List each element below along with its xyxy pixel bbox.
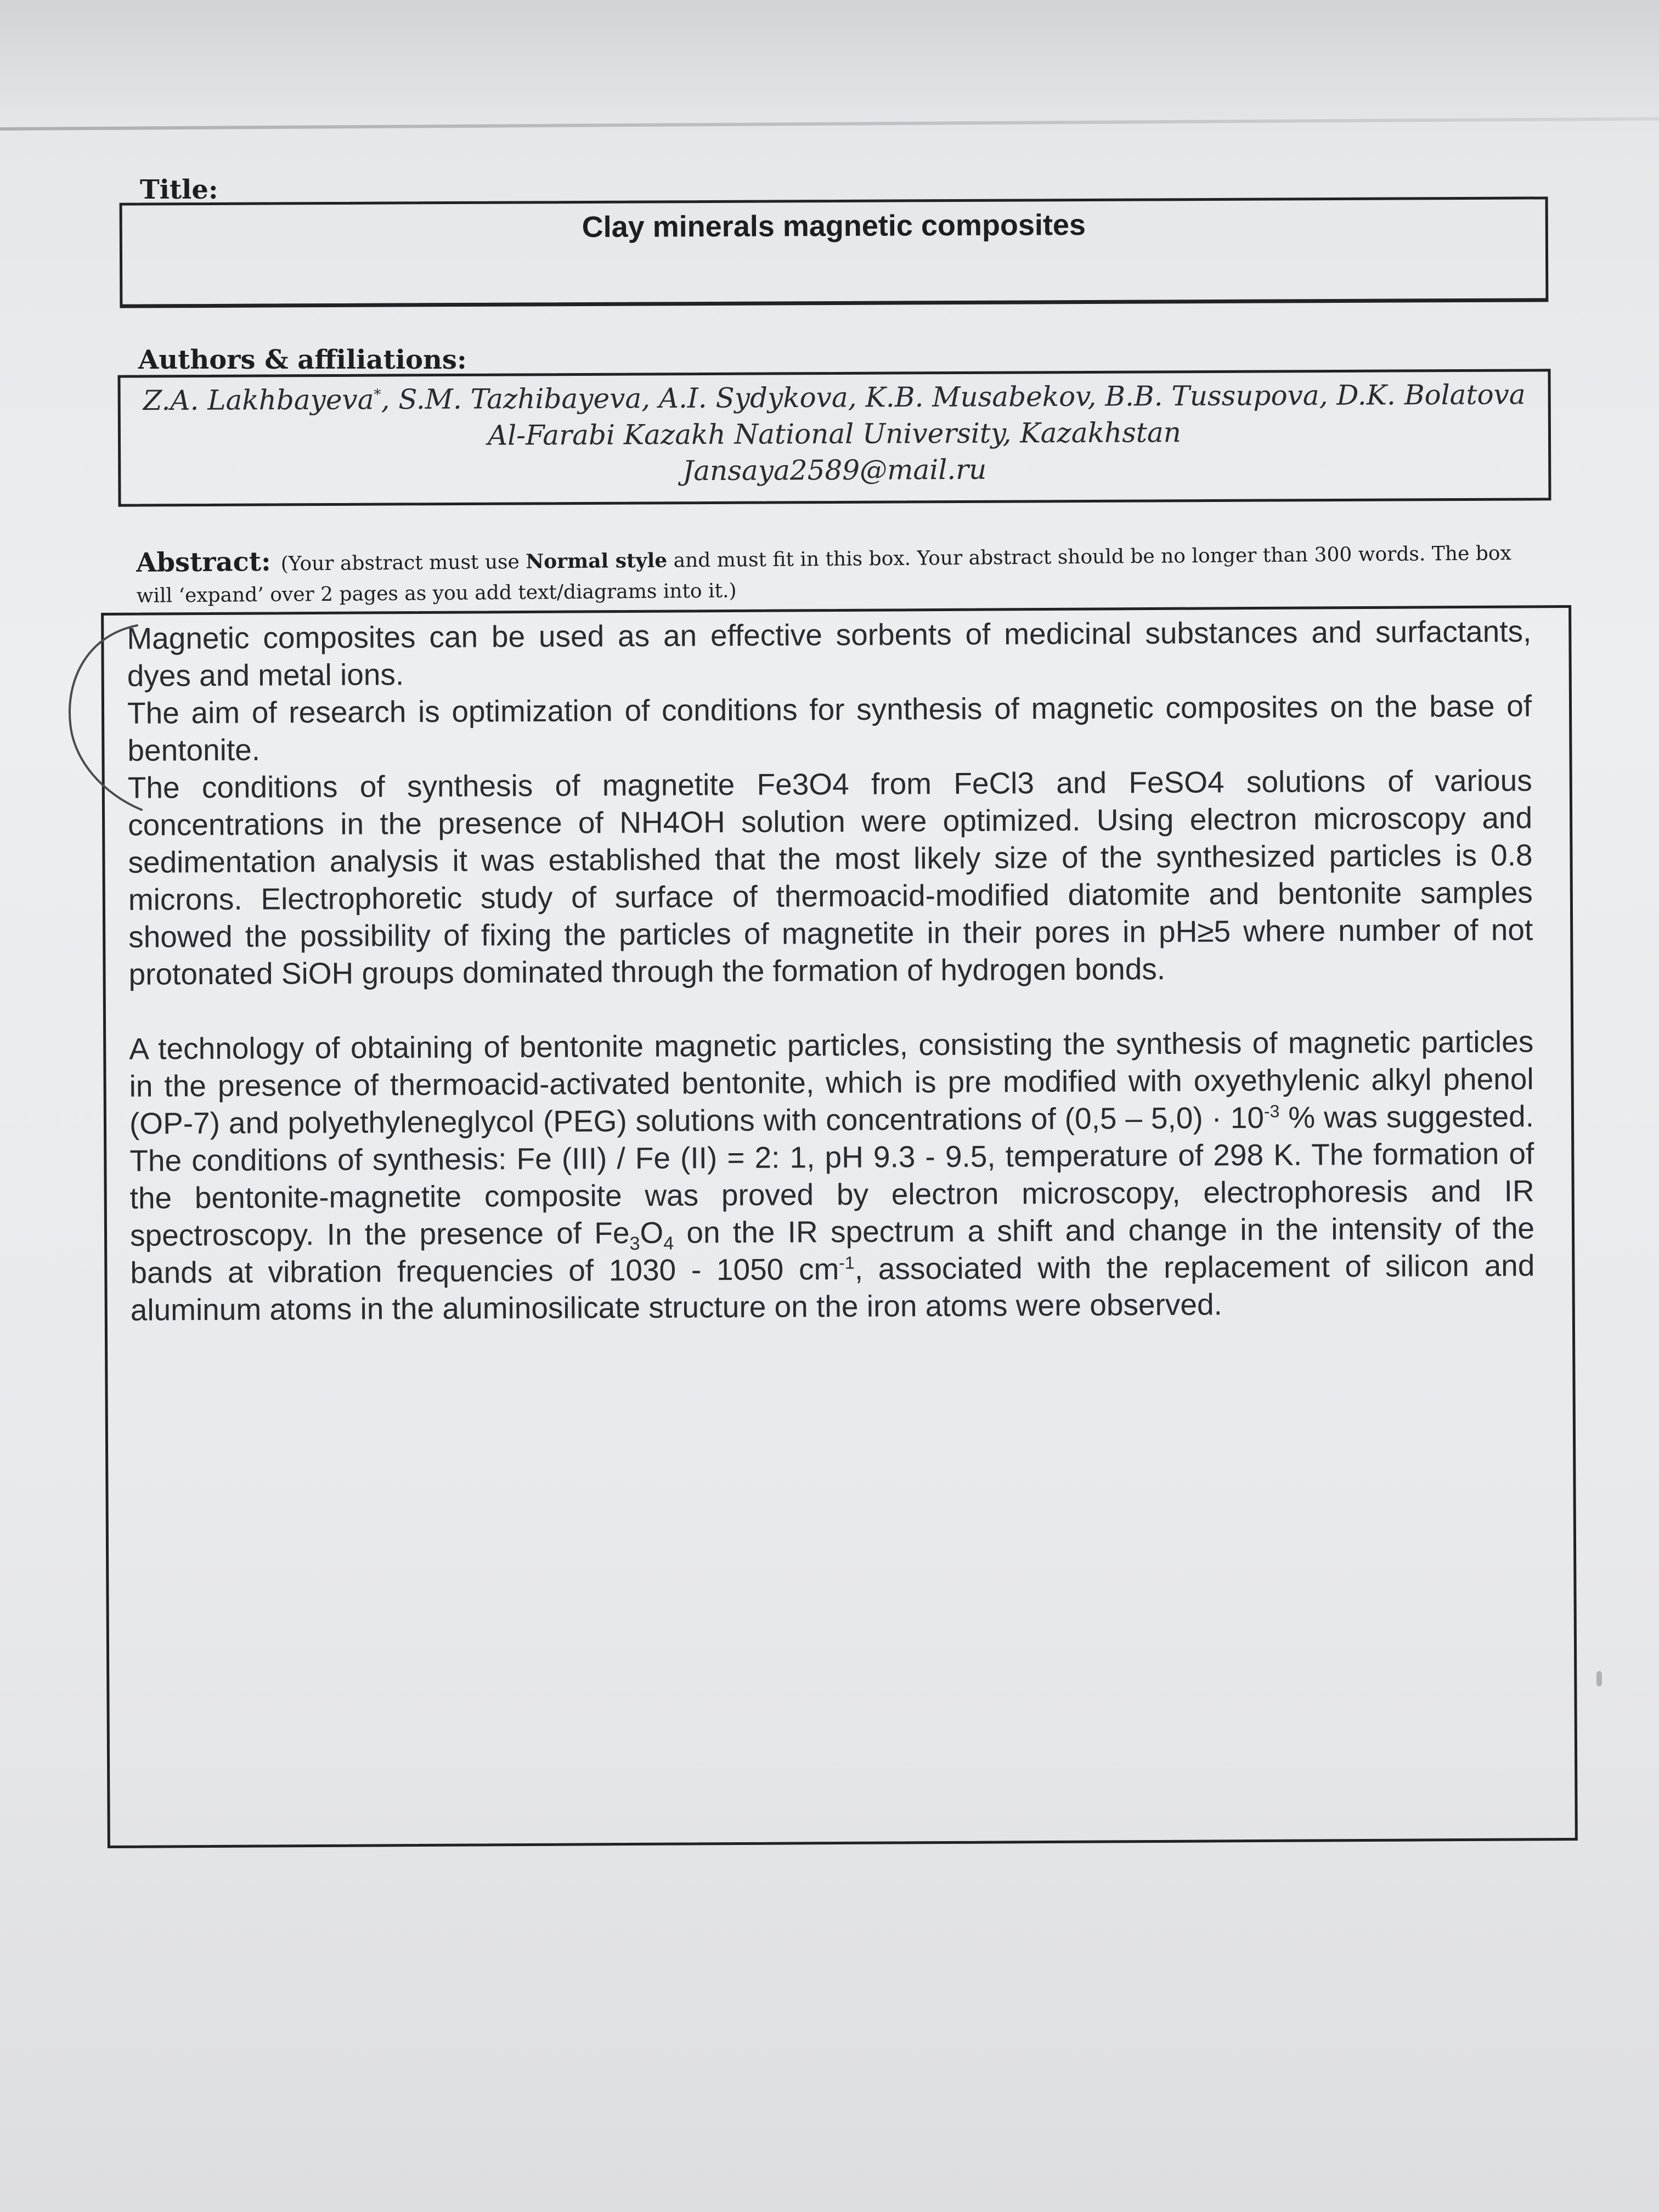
- first-author: Z.A. Lakhbayeva: [143, 383, 374, 417]
- authors-block: [121, 371, 1549, 491]
- paper-title: Clay minerals magnetic composites: [582, 208, 1086, 244]
- wavenumber-exponent: -1: [839, 1252, 855, 1273]
- abstract-note-emphasis: Normal style: [526, 549, 668, 573]
- abstract-note-text: (Your abstract must use: [280, 550, 526, 575]
- other-authors: , S.M. Tazhibayeva, A.I. Sydykova, K.B. Musabekov, B.B. Tussupova, D.K. Bolatova: [381, 379, 1526, 416]
- paragraph-4-text-c: on the IR spectrum a shift and change in the intensity of the bands at vibration frequencies of 1030 - 1050 cm: [130, 1211, 1535, 1290]
- abstract-form-page: [0, 131, 1659, 2212]
- formula-subscript-3: 3: [629, 1233, 640, 1255]
- handwritten-bracket-mark: [55, 619, 143, 816]
- authors-label: Authors & affiliations:: [138, 345, 467, 375]
- abstract-paragraph-3: The conditions of synthesis of magnetite Fe3O4 from FeCl3 and FeSO4 solutions of various concentrations in the presence of NH4OH solution were optimized. Using electron microscopy and sedimentation analysis it was established that the most likely size of the synthesized particles is 0.8 microns. Electrophoretic study of surface of thermoacid-modified diatomite and bentonite samples showed the possibility of fixing the particles of magnetite in their pores in pH≥5 where number of not protonated SiOH groups dominated through the formation of hydrogen bonds.: [127, 763, 1533, 991]
- authors-line: [121, 371, 1548, 419]
- abstract-body: [127, 612, 1535, 1328]
- paragraph-4-text-a: A technology of obtaining of bentonite magnetic particles, consisting the synthesis of magnetic particles in the presence of thermoacid-activated bentonite, which is pre modified with oxyethylenic alkyl phenol (OP-7) and polyethyleneglycol (PEG) solutions with concentrations of (0,5 – 5,0) · 10: [129, 1024, 1534, 1141]
- abstract-label: Abstract:: [136, 546, 271, 578]
- formula-subscript-4: 4: [663, 1233, 674, 1254]
- paragraph-4-text-b: % was suggested. The conditions of synthesis: Fe (III) / Fe (II) = 2: 1, pH 9.3 - 9.5, temperature of 298 K. The formation of the bentonite-magnetite composite was proved by electron microscopy, electrophoresis and IR spectroscopy. In the presence of Fe: [129, 1099, 1534, 1252]
- abstract-box: [101, 605, 1578, 1848]
- affiliation-line: Al-Farabi Kazakh National University, Kazakhstan: [487, 416, 1182, 452]
- paper-speck: [1596, 1671, 1602, 1686]
- abstract-note-text-end: and must fit in this box. Your abstract should be no longer than 300 words. The box will ‘expand’ over 2 pages as you add text/diagrams into it.): [136, 542, 1511, 607]
- title-box: [120, 196, 1549, 308]
- corresponding-author-marker: *: [374, 386, 381, 403]
- paragraph-4-text-d: , associated with the replacement of silicon and aluminum atoms in the aluminosilicate structure on the iron atoms were observed.: [130, 1248, 1535, 1327]
- email-line: Jansaya2589@mail.ru: [682, 453, 987, 487]
- concentration-exponent: -3: [1263, 1101, 1280, 1121]
- abstract-paragraph-1: Magnetic composites can be used as an effective sorbents of medicinal substances and surfactants, dyes and metal ions.: [127, 614, 1532, 693]
- formula-oxygen: O: [640, 1215, 664, 1250]
- abstract-paragraph-4: [129, 1023, 1535, 1328]
- abstract-paragraph-2: The aim of research is optimization of conditions for synthesis of magnetic composites on the base of bentonite.: [127, 689, 1532, 768]
- abstract-instructions: [136, 535, 1541, 612]
- authors-box: [117, 369, 1551, 506]
- title-label: Title:: [140, 174, 218, 205]
